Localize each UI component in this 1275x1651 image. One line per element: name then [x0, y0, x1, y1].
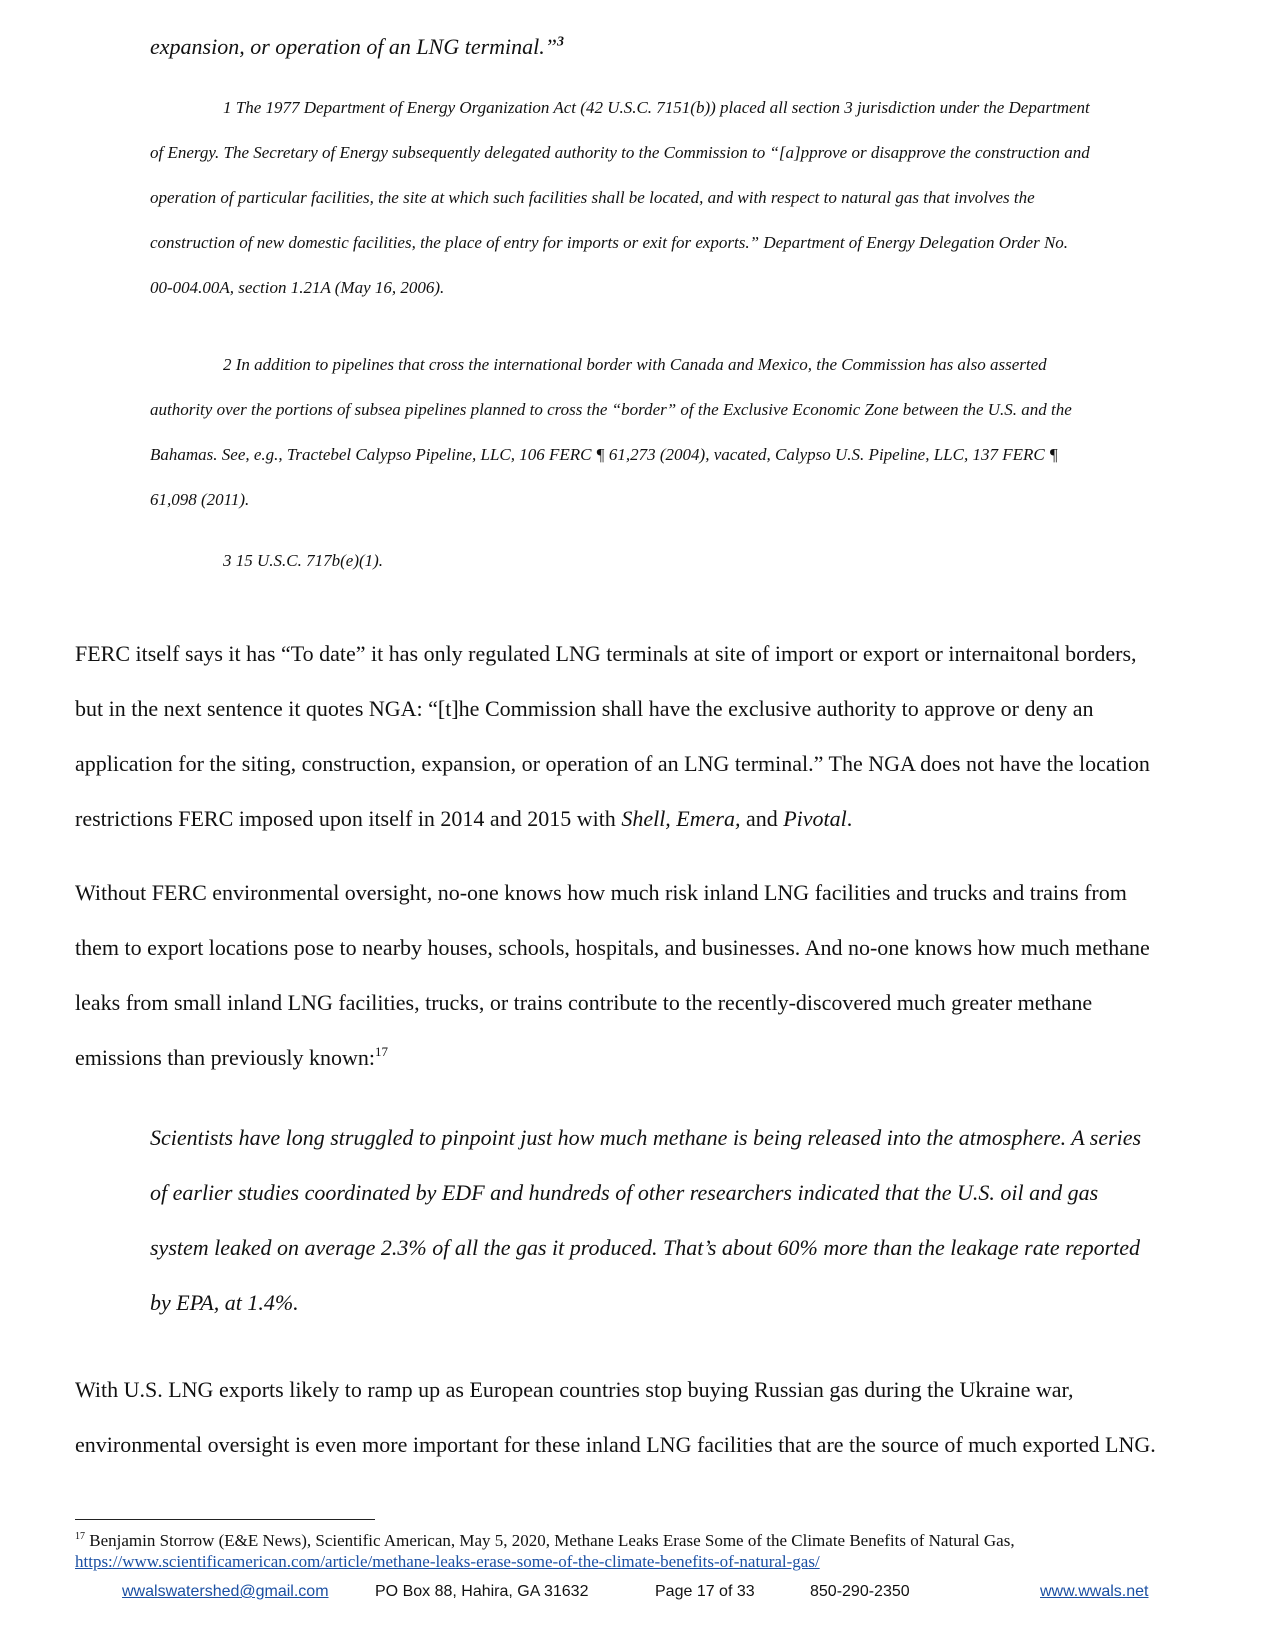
quote-continuation-text: expansion, or operation of an LNG terminal.”	[150, 34, 558, 59]
block-quote-scientists	[150, 1110, 1210, 1330]
paragraph-line	[75, 791, 1205, 846]
paragraph-ferc-to-date	[75, 626, 1205, 846]
footnote-line: of Energy. The Secretary of Energy subsequently delegated authority to the Commission to “[a]pprove or disapprove the construction and	[150, 143, 1090, 162]
paragraph-line: leaks from small inland LNG facilities, trucks, or trains contribute to the recently-discovered much greater methane	[75, 990, 1093, 1015]
case-names-italic: Shell, Emera,	[621, 806, 741, 831]
footnote-line: 61,098 (2011).	[150, 490, 250, 509]
footnote-url-link[interactable]: https://www.scientificamerican.com/article/methane-leaks-erase-some-of-the-climate-benefits-of-natural-gas/	[75, 1552, 820, 1571]
paragraph-text: .	[846, 806, 853, 831]
embedded-footnote-3	[150, 551, 1180, 571]
footnote-line: operation of particular facilities, the site at which such facilities shall be located, and with respect to natural gas that involves the	[150, 188, 1035, 207]
footnote-17	[75, 1530, 1205, 1572]
footer-website-link[interactable]: www.wwals.net	[1040, 1583, 1149, 1600]
embedded-footnote-2	[150, 342, 1180, 522]
footnote-line: 2 In addition to pipelines that cross the international border with Canada and Mexico, the Commission has also asserted	[223, 355, 1047, 374]
paragraph-lng-exports	[75, 1362, 1205, 1472]
quote-line: by EPA, at 1.4%.	[150, 1290, 299, 1315]
footnote-line: 3 15 U.S.C. 717b(e)(1).	[223, 551, 384, 570]
embedded-footnote-1	[150, 85, 1180, 310]
quote-line: of earlier studies coordinated by EDF and hundreds of other researchers indicated that the U.S. oil and gas	[150, 1180, 1099, 1205]
footnote-ref-17[interactable]: 17	[375, 1044, 389, 1059]
paragraph-line: FERC itself says it has “To date” it has only regulated LNG terminals at site of import or export or internaitonal borders,	[75, 641, 1137, 666]
footnote-ref-3: 3	[557, 34, 565, 50]
quote-continuation	[150, 34, 564, 60]
quote-line: Scientists have long struggled to pinpoint just how much methane is being released into the atmosphere. A series	[150, 1125, 1142, 1150]
footer-address: PO Box 88, Hahira, GA 31632	[375, 1583, 589, 1600]
paragraph-line: application for the siting, construction, expansion, or operation of an LNG terminal.” The NGA does not have the location	[75, 751, 1150, 776]
footer-phone: 850-290-2350	[810, 1583, 910, 1600]
footnote-line: 00-004.00A, section 1.21A (May 16, 2006).	[150, 278, 445, 297]
case-name-italic: Pivotal	[783, 806, 847, 831]
paragraph-environmental-oversight	[75, 865, 1205, 1085]
paragraph-line	[75, 1030, 1205, 1085]
quote-line: system leaked on average 2.3% of all the gas it produced. That’s about 60% more than the leakage rate reported	[150, 1235, 1141, 1260]
footer-email-link[interactable]: wwalswatershed@gmail.com	[122, 1583, 329, 1600]
paragraph-line: them to export locations pose to nearby houses, schools, hospitals, and businesses. And no-one knows how much methane	[75, 935, 1150, 960]
footnote-number: 17	[75, 1531, 85, 1542]
footnote-text: Benjamin Storrow (E&E News), Scientific American, May 5, 2020, Methane Leaks Erase Some of the Climate Benefits of Natural Gas,	[85, 1531, 1015, 1550]
footnote-line: 1 The 1977 Department of Energy Organization Act (42 U.S.C. 7151(b)) placed all section 3 jurisdiction under the Department	[223, 98, 1090, 117]
paragraph-line: Without FERC environmental oversight, no-one knows how much risk inland LNG facilities and trucks and trains from	[75, 880, 1127, 905]
paragraph-text: restrictions FERC imposed upon itself in 2014 and 2015 with	[75, 806, 622, 831]
footer-page-number: Page 17 of 33	[655, 1583, 755, 1600]
footnote-separator	[75, 1519, 375, 1520]
paragraph-line: environmental oversight is even more important for these inland LNG facilities that are the source of much exported LNG.	[75, 1432, 1156, 1457]
footnote-line: construction of new domestic facilities, the place of entry for imports or exit for exports.” Department of Energy Delegation Order No.	[150, 233, 1069, 252]
paragraph-line: but in the next sentence it quotes NGA: “[t]he Commission shall have the exclusive authority to approve or deny an	[75, 696, 1094, 721]
footnote-line: authority over the portions of subsea pipelines planned to cross the “border” of the Exclusive Economic Zone between the U.S. and the	[150, 400, 1072, 419]
paragraph-text: and	[740, 806, 784, 831]
paragraph-line: With U.S. LNG exports likely to ramp up as European countries stop buying Russian gas during the Ukraine war,	[75, 1377, 1074, 1402]
page-footer	[0, 1583, 1275, 1607]
paragraph-text: emissions than previously known:	[75, 1045, 376, 1070]
footnote-line: Bahamas. See, e.g., Tractebel Calypso Pipeline, LLC, 106 FERC ¶ 61,273 (2004), vacated, Calypso U.S. Pipeline, LLC, 137 FERC ¶	[150, 445, 1058, 464]
